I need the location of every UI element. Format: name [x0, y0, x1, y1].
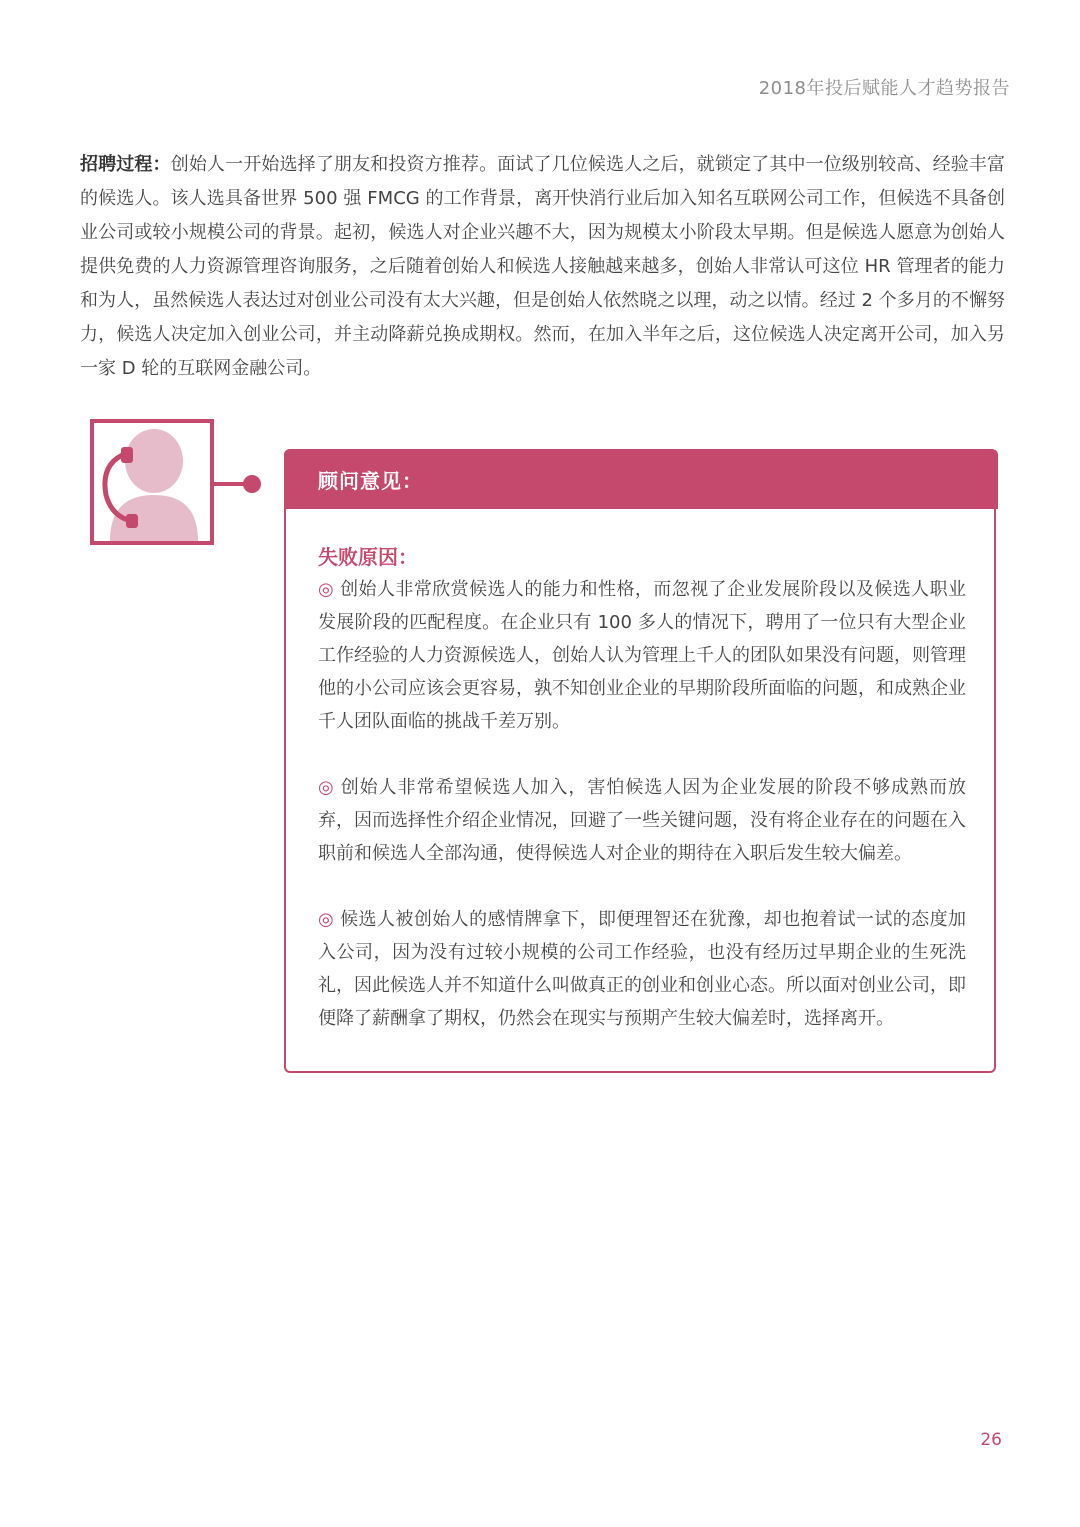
failure-reasons-list [318, 573, 966, 1068]
person-phone-icon [94, 423, 210, 541]
panel-title: 顾问意见： [318, 469, 423, 493]
failure-reason-item [318, 573, 966, 738]
failure-reason-item [318, 903, 966, 1035]
bullet-circle-icon: ◎ [318, 579, 335, 600]
failure-reasons-title: 失败原因： [318, 545, 418, 569]
consultant-opinion-panel [284, 449, 996, 1073]
failure-reason-text: 创始人非常欣赏候选人的能力和性格，而忽视了企业发展阶段以及候选人职业发展阶段的匹配程度。在企业只有 100 多人的情况下，聘用了一位只有大型企业工作经验的人力资源候选人，创始人认为管理上千人的团队如果没有问题，则管理他的小公司应该会更容易，孰不知创业企业的早期阶段所面临的问题，和成熟企业千人团队面临的挑战千差万别。 [318, 579, 966, 732]
consultant-avatar [90, 419, 214, 545]
report-header-title: 2018年投后赋能人才趋势报告 [758, 78, 1010, 99]
panel-header [284, 449, 998, 509]
panel-connector-dot [243, 475, 261, 493]
bullet-circle-icon: ◎ [318, 777, 335, 798]
failure-reason-text: 创始人非常希望候选人加入，害怕候选人因为企业发展的阶段不够成熟而放弃，因而选择性介绍企业情况，回避了一些关键问题，没有将企业存在的问题在入职前和候选人全部沟通，使得候选人对企业的期待在入职后发生较大偏差。 [318, 777, 966, 864]
page-number: 26 [980, 1430, 1002, 1450]
failure-reason-text: 候选人被创始人的感情牌拿下，即便理智还在犹豫，却也抱着试一试的态度加入公司，因为没有过较小规模的公司工作经验，也没有经历过早期企业的生死洗礼，因此候选人并不知道什么叫做真正的创业和创业心态。所以面对创业公司，即便降了薪酬拿了期权，仍然会在现实与预期产生较大偏差时，选择离开。 [318, 909, 966, 1029]
intro-label: 招聘过程： [80, 154, 171, 175]
failure-reason-item [318, 771, 966, 870]
intro-text: 创始人一开始选择了朋友和投资方推荐。面试了几位候选人之后，就锁定了其中一位级别较高、经验丰富的候选人。该人选具备世界 500 强 FMCG 的工作背景，离开快消行业后加入知名互联网公司工作，但候选不具备创业公司或较小规模公司的背景。起初，候选人对企业兴趣不大，因为规模太小阶段太早期。但是候选人愿意为创始人提供免费的人力资源管理咨询服务，之后随着创始人和候选人接触越来越多，创始人非常认可这位 HR 管理者的能力和为人，虽然候选人表达过对创业公司没有太大兴趣，但是创始人依然晓之以理，动之以情。经过 2 个多月的不懈努力，候选人决定加入创业公司，并主动降薪兑换成期权。然而，在加入半年之后，这位候选人决定离开公司，加入另一家 D 轮的互联网金融公司。 [80, 154, 1005, 379]
bullet-circle-icon: ◎ [318, 909, 335, 930]
intro-paragraph [80, 148, 1005, 386]
